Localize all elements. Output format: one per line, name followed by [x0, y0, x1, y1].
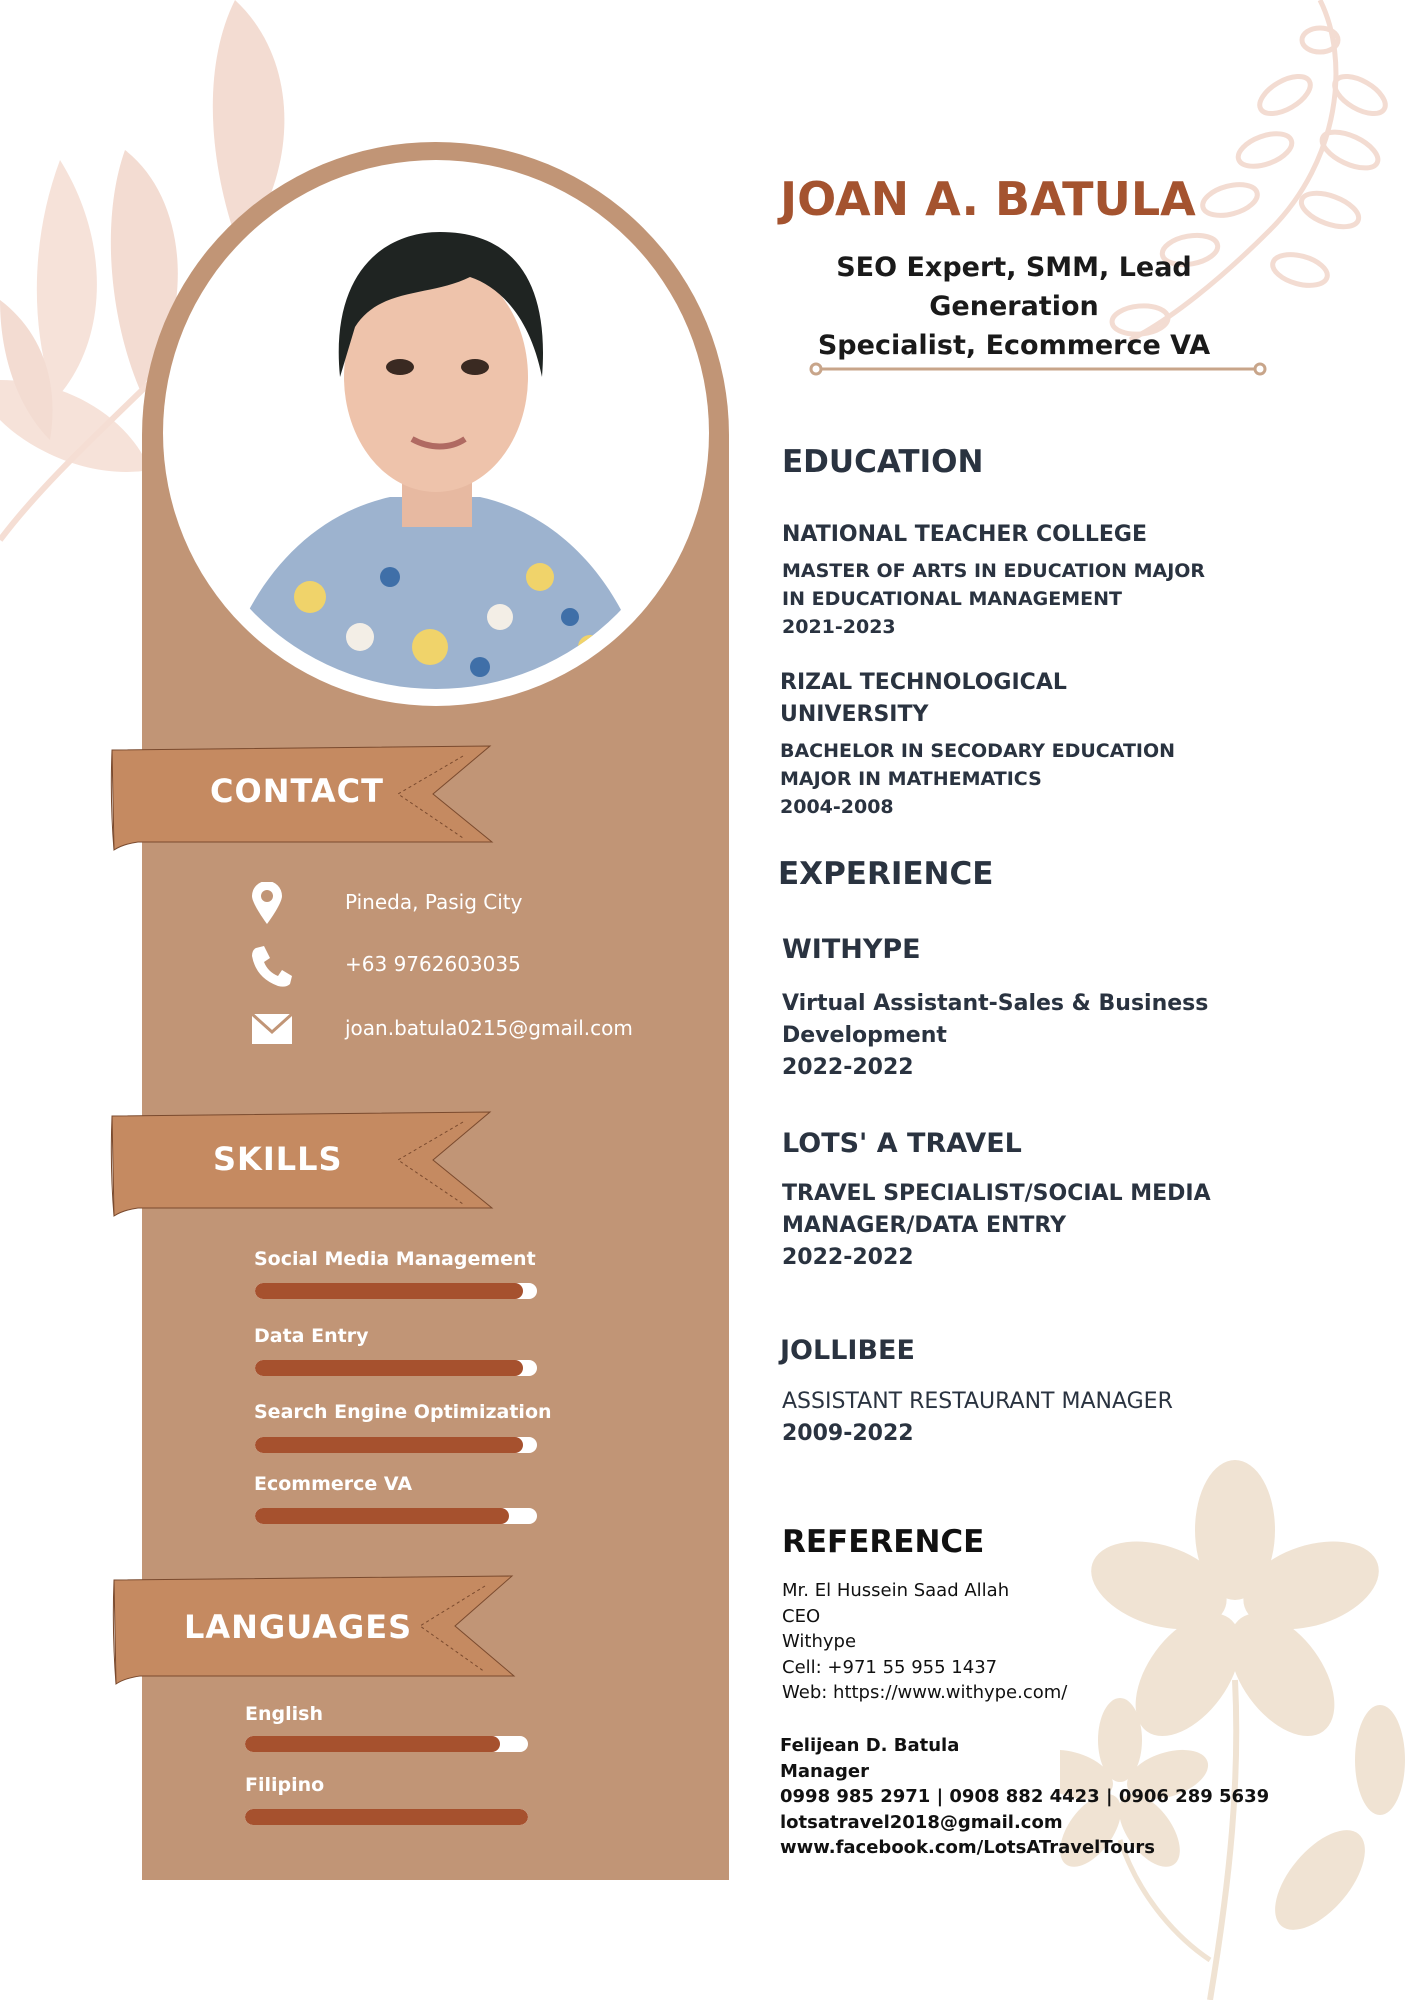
- skill-bar: [255, 1360, 537, 1376]
- skill-name: Data Entry: [254, 1325, 369, 1347]
- language-name: English: [245, 1703, 323, 1725]
- language-bar: [245, 1809, 528, 1825]
- reference-line: Withype: [782, 1631, 857, 1652]
- experience-years: 2022-2022: [782, 1245, 914, 1270]
- experience-company: LOTS' A TRAVEL: [782, 1128, 1022, 1159]
- contact-phone-text[interactable]: +63 9762603035: [345, 952, 521, 976]
- reference-line: Cell: +971 55 955 1437: [782, 1656, 998, 1678]
- location-pin-icon: [250, 882, 294, 926]
- person-name: JOAN A. BATULA: [780, 172, 1196, 226]
- reference-line: Felijean D. Batula: [780, 1735, 960, 1756]
- reference-link[interactable]: lotsatravel2018@gmail.com: [780, 1811, 1063, 1833]
- experience-company: WITHYPE: [782, 934, 921, 965]
- mail-icon: [250, 1008, 294, 1052]
- skill-name: Search Engine Optimization: [254, 1401, 552, 1423]
- experience-details: [782, 1178, 1211, 1274]
- skill-bar: [255, 1437, 537, 1453]
- language-item: [245, 1774, 545, 1796]
- reference-link[interactable]: Web: https://www.withype.com/: [782, 1682, 1068, 1703]
- degree-line: MASTER OF ARTS IN EDUCATION MAJOR: [782, 560, 1206, 582]
- experience-role: Development: [782, 1023, 947, 1048]
- reference-line: Manager: [780, 1760, 869, 1782]
- languages-heading: LANGUAGES: [184, 1608, 413, 1646]
- education-degree: [780, 737, 1175, 821]
- experience-role: ASSISTANT RESTAURANT MANAGER: [782, 1389, 1173, 1414]
- contact-location: [250, 882, 670, 926]
- reference-first: [782, 1578, 1067, 1706]
- reference-line: Mr. El Hussein Saad Allah: [782, 1580, 1010, 1601]
- education-years: 2004-2008: [780, 796, 894, 818]
- language-bar-fill: [245, 1736, 500, 1752]
- school-line: NATIONAL TEACHER COLLEGE: [782, 522, 1147, 547]
- skill-item: [254, 1325, 554, 1347]
- skill-name: Social Media Management: [254, 1248, 536, 1270]
- education-heading: EDUCATION: [782, 444, 984, 480]
- contact-location-text: Pineda, Pasig City: [345, 890, 523, 914]
- skill-item: [254, 1401, 554, 1423]
- education-degree: [782, 557, 1205, 641]
- experience-years: 2009-2022: [782, 1421, 914, 1446]
- school-line: UNIVERSITY: [780, 702, 929, 727]
- job-title-line: SEO Expert, SMM, Lead Generation: [836, 252, 1192, 322]
- language-item: [245, 1703, 545, 1725]
- job-title-line: Specialist, Ecommerce VA: [817, 330, 1211, 361]
- language-bar: [245, 1736, 528, 1752]
- skill-item: [254, 1248, 554, 1270]
- contact-email-text[interactable]: joan.batula0215@gmail.com: [345, 1016, 633, 1040]
- skill-bar-fill: [255, 1437, 523, 1453]
- experience-company: JOLLIBEE: [780, 1335, 915, 1366]
- experience-heading: EXPERIENCE: [778, 856, 994, 892]
- contact-phone: [250, 944, 670, 988]
- education-school: [780, 667, 1067, 731]
- skill-bar: [255, 1283, 537, 1299]
- skill-bar: [255, 1508, 537, 1524]
- skill-bar-fill: [255, 1283, 523, 1299]
- experience-role: TRAVEL SPECIALIST/SOCIAL MEDIA: [782, 1181, 1211, 1206]
- profile-photo: [180, 177, 692, 689]
- reference-line: 0998 985 2971 | 0908 882 4423 | 0906 289 5639: [780, 1786, 1270, 1807]
- skill-bar-fill: [255, 1508, 509, 1524]
- flower-decoration: [1060, 1460, 1414, 2000]
- degree-line: BACHELOR IN SECODARY EDUCATION: [780, 740, 1176, 762]
- phone-icon: [250, 944, 294, 988]
- education-years: 2021-2023: [782, 616, 896, 638]
- school-line: RIZAL TECHNOLOGICAL: [780, 670, 1067, 695]
- contact-heading: CONTACT: [210, 772, 384, 810]
- reference-second: [780, 1733, 1269, 1861]
- skill-item: [254, 1473, 554, 1495]
- language-name: Filipino: [245, 1774, 325, 1796]
- experience-role: Virtual Assistant-Sales & Business: [782, 991, 1209, 1016]
- experience-details: [782, 988, 1208, 1084]
- reference-link[interactable]: www.facebook.com/LotsATravelTours: [780, 1837, 1156, 1858]
- degree-line: IN EDUCATIONAL MANAGEMENT: [782, 588, 1122, 610]
- skill-bar-fill: [255, 1360, 523, 1376]
- experience-details: [782, 1386, 1173, 1450]
- job-title: [764, 248, 1264, 365]
- experience-role: MANAGER/DATA ENTRY: [782, 1213, 1067, 1238]
- education-school: [782, 519, 1147, 551]
- skill-name: Ecommerce VA: [254, 1473, 413, 1495]
- divider-line: [808, 359, 1268, 379]
- reference-line: CEO: [782, 1605, 821, 1627]
- reference-heading: REFERENCE: [782, 1524, 985, 1560]
- skills-heading: SKILLS: [213, 1140, 343, 1178]
- contact-email: [250, 1008, 670, 1052]
- degree-line: MAJOR IN MATHEMATICS: [780, 768, 1042, 790]
- language-bar-fill: [245, 1809, 528, 1825]
- experience-years: 2022-2022: [782, 1055, 914, 1080]
